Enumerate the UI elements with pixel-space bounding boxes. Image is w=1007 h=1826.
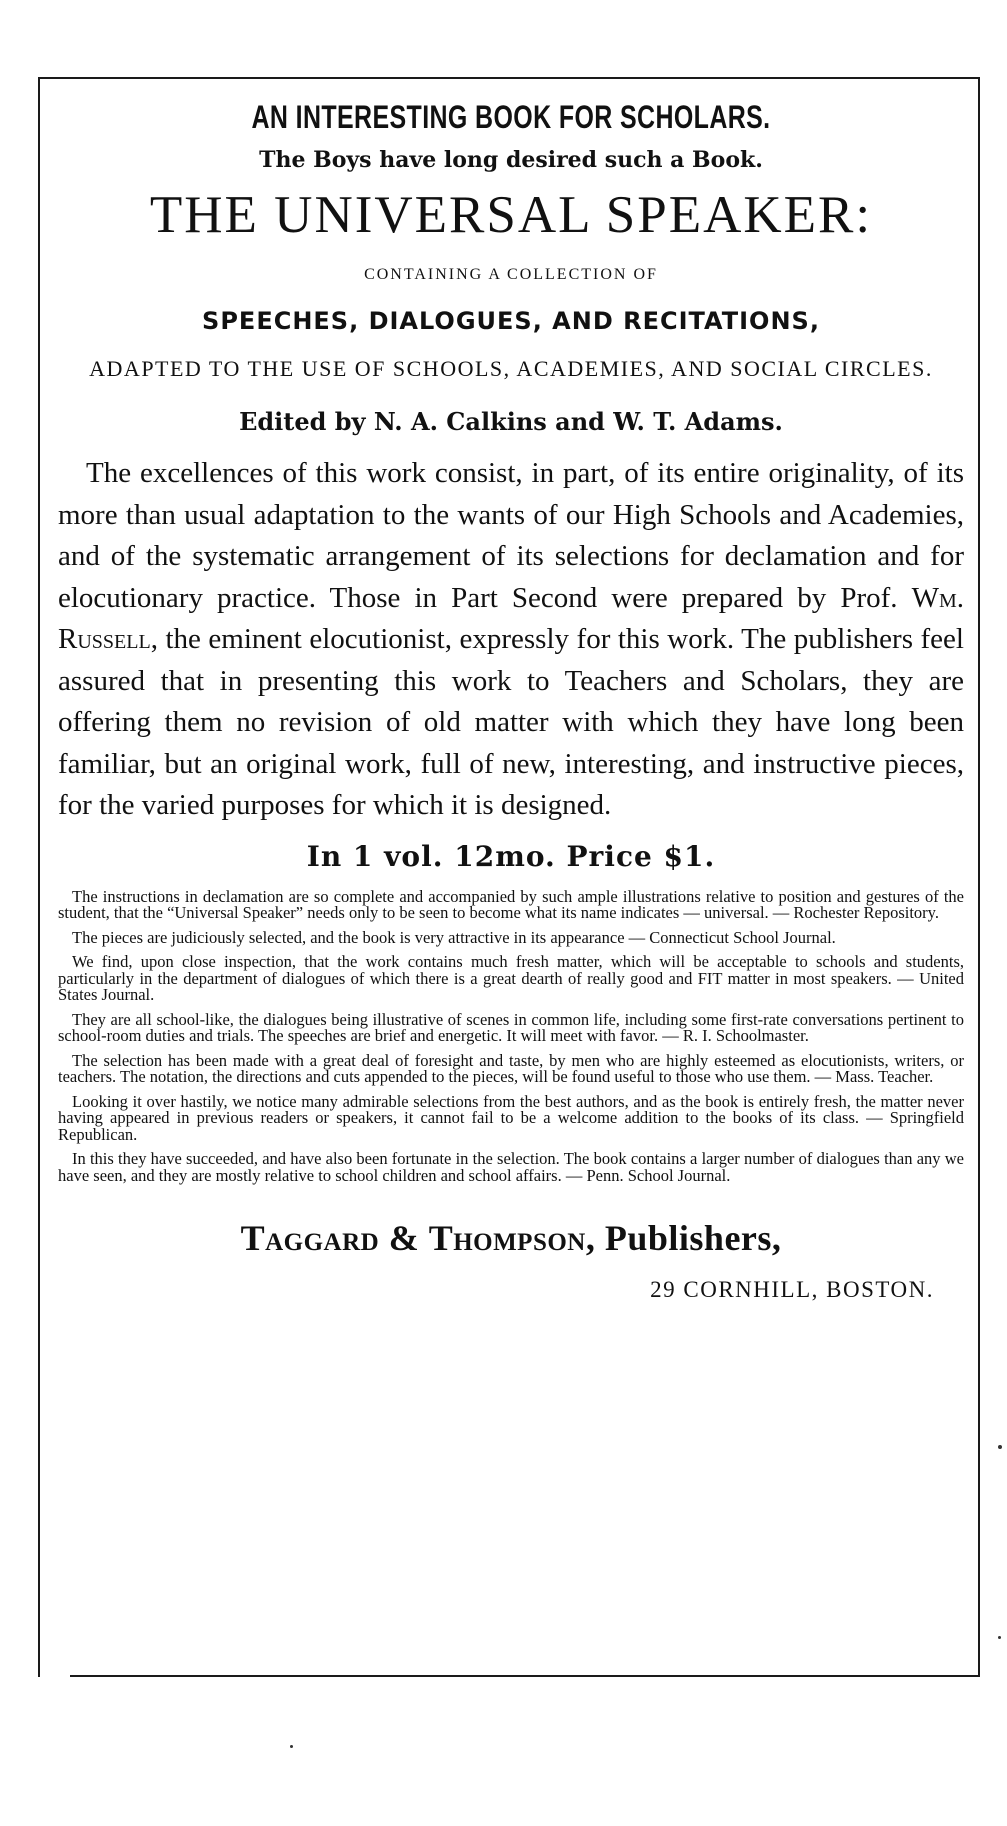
description-name: Wm. Russell (58, 581, 964, 655)
description-part2: , the eminent elocutionist, expressly for this work. The publishers feel assured that in presenting this work to Teachers and Scholars, they are offering them no revision of old matter with which they have long been familiar, but an original work, full of new, interesting, and instructive pieces, for the varied purposes for which it is designed. (58, 623, 964, 821)
publisher-address: 29 CORNHILL, BOSTON. (650, 1277, 934, 1302)
review-item: Looking it over hastily, we notice many admirable selections from the best authors, and as the book is entirely fresh, the matter never having appeared in previous readers or speakers, it cannot fail to be a welcome addition to the books of its class. — Springfield Republican. (58, 1091, 964, 1144)
review-item: The instructions in declamation are so complete and accompanied by such ample illustrations relative to position and gestures of the student, that the “Universal Speaker” needs only to be seen to become what its name indicates — universal. — Rochester Repository. (58, 886, 964, 922)
editors-line: Edited by N. A. Calkins and W. T. Adams. (239, 407, 783, 436)
headline: AN INTERESTING BOOK FOR SCHOLARS. (251, 99, 771, 135)
review-item: They are all school-like, the dialogues being illustrative of scenes in common life, including some first-rate conversations pertinent to school-room duties and trials. The speeches are brief and energetic. It will meet with favor. — R. I. Schoolmaster. (58, 1009, 964, 1045)
contents-line: SPEECHES, DIALOGUES, AND RECITATIONS, (202, 307, 820, 335)
headline-row (58, 95, 964, 139)
review-item: We find, upon close inspection, that the work contains much fresh matter, which will be acceptable to schools and students, particularly in the department of dialogues of which there is a great dearth of really good and FIT matter in most speakers. — United States Journal. (58, 952, 964, 1004)
publisher-name1: Taggard (240, 1218, 380, 1258)
publisher-line: Taggard & Thompson, Publishers, (240, 1218, 782, 1258)
border-gap (40, 1674, 70, 1680)
containing-line: CONTAINING A COLLECTION OF (364, 266, 658, 283)
advertisement-content (58, 95, 964, 1306)
review-item: The pieces are judiciously selected, and the book is very attractive in its appearance — Connecticut School Journal. (72, 927, 836, 947)
description-paragraph (58, 453, 964, 827)
publisher-suffix: Publishers, (604, 1218, 782, 1258)
print-speck (998, 1636, 1001, 1639)
subheadline: The Boys have long desired such a Book. (259, 147, 763, 173)
publisher-amp: & (388, 1218, 420, 1258)
publisher-name2: Thompson (428, 1218, 586, 1258)
book-title: THE UNIVERSAL SPEAKER: (149, 186, 873, 244)
review-item: The selection has been made with a great deal of foresight and taste, by men who are highly esteemed as elocutionists, writers, or teachers. The notation, the directions and cuts appended to the pieces, will be found useful to those who use them. — Mass. Teacher. (58, 1050, 964, 1086)
print-speck (998, 1445, 1002, 1449)
description-part1: The excellences of this work consist, in part, of its entire originality, of its more than usual adaptation to the wants of our High Schools and Academies, and of the systematic arrangement of its selections for declamation and for elocutionary practice. Those in Part Second were prepared by Prof. (58, 457, 964, 614)
reviews-list (58, 886, 964, 1185)
print-speck (290, 1745, 293, 1748)
review-item: In this they have succeeded, and have also been fortunate in the selection. The book contains a larger number of dialogues than any we have seen, and they are mostly relative to school children and school affairs. — Penn. School Journal. (58, 1149, 964, 1185)
adapted-line: ADAPTED TO THE USE OF SCHOOLS, ACADEMIES, AND SOCIAL CIRCLES. (89, 356, 933, 381)
price-line: In 1 vol. 12mo. Price $1. (306, 839, 716, 873)
